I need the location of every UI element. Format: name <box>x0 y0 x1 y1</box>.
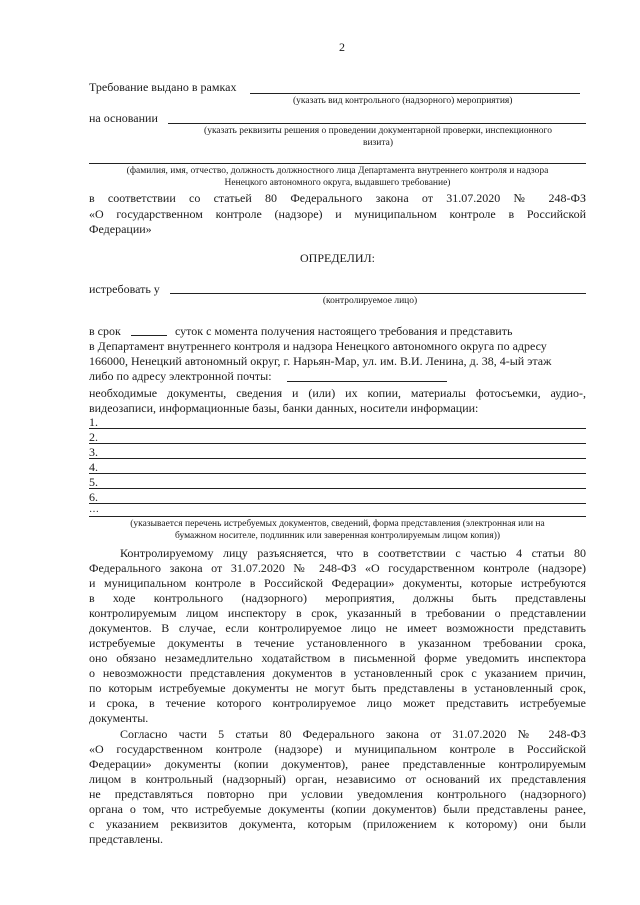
address-line-1: в Департамент внутреннего контроля и надзора Ненецкого автономного округа по адресу <box>89 339 547 353</box>
law-line-1: в соответствии со статьей 80 Федерального закона от 31.07.2020 № 248-ФЗ <box>89 191 586 205</box>
paragraph-line: документы. <box>89 711 149 725</box>
paragraph-line: Согласно части 5 статьи 80 Федерального закона от 31.07.2020 № 248-ФЗ <box>120 727 586 741</box>
paragraph-line: органа о том, что истребуемые документы (копии документов) были представлены ранее, <box>89 802 586 816</box>
official-hint-2: Ненецкого автономного округа, выдавшего требование) <box>224 178 451 188</box>
docs-intro-line-2: видеозаписи, информационные базы, банки данных, носители информации: <box>89 401 479 415</box>
list-item: 1. <box>89 415 98 429</box>
controlled-person-hint: (контролируемое лицо) <box>322 296 418 306</box>
basis-hint-2: визита) <box>362 138 394 148</box>
paragraph-line: Федерального закона от 31.07.2020 № 248-ФЗ «О государственном контроле (надзоре) <box>89 561 586 575</box>
list-item-line <box>89 458 586 459</box>
basis-label: на основании <box>89 111 158 125</box>
term-prefix: в срок <box>89 324 121 338</box>
list-item-line <box>89 488 586 489</box>
paragraph-line: в ходе контрольного (надзорного) мероприятия, должны быть представлены <box>89 591 586 605</box>
paragraph-line: «О государственном контроле (надзоре) и муниципальном контроле в Российской <box>89 742 586 756</box>
paragraph-line: оно обязано незамедлительно ходатайством в письменной форме уведомить инспектора <box>89 651 586 665</box>
list-item-line <box>89 428 586 429</box>
list-item: 4. <box>89 460 98 474</box>
paragraph-line: не представляться повторно при условии уведомления контрольного (надзорного) <box>89 787 586 801</box>
law-line-3: Федерации» <box>89 222 152 236</box>
email-label: либо по адресу электронной почты: <box>89 369 272 383</box>
official-hint-1: (фамилия, имя, отчество, должность должностного лица Департамента внутреннего контроля и надзора <box>126 166 549 176</box>
paragraph-line: и муниципальном контроле в Российской Федерации» документы, которые истребуются <box>89 576 586 590</box>
issued-within-label: Требование выдано в рамках <box>89 80 237 94</box>
basis-line <box>168 123 586 124</box>
page-number: 2 <box>339 40 345 54</box>
issued-within-hint: (указать вид контрольного (надзорного) мероприятия) <box>293 96 513 106</box>
list-item: 3. <box>89 445 98 459</box>
list-item-line <box>89 503 586 504</box>
list-hint-1: (указывается перечень истребуемых документов, сведений, форма представления (электронная или на <box>130 519 545 529</box>
law-line-2: «О государственном контроле (надзоре) и муниципальном контроле в Российской <box>89 207 586 221</box>
determined-heading: ОПРЕДЕЛИЛ: <box>300 251 375 265</box>
list-item-line <box>89 516 586 517</box>
paragraph-line: о невозможности представления документов в установленный срок с указанием причин, <box>89 666 586 680</box>
term-days-line <box>131 335 167 336</box>
basis-hint-1: (указать реквизиты решения о проведении документарной проверки, инспекционного <box>204 126 552 136</box>
address-line-2: 166000, Ненецкий автономный округ, г. Нарьян-Мар, ул. им. В.И. Ленина, д. 38, 4-ый этаж <box>89 354 552 368</box>
paragraph-line: по которым истребуемые документы не могут быть представлены в установленный срок, <box>89 681 586 695</box>
issued-within-line <box>250 93 580 94</box>
paragraph-line: и срока, в течение которого контролируемое лицо может представить истребуемые <box>89 696 586 710</box>
list-item: 2. <box>89 430 98 444</box>
paragraph-line: с указанием реквизитов документа, которым (приложением к которому) они были <box>89 817 586 831</box>
list-hint-2: бумажном носителе, подлинник или заверенная контролируемым лицом копия)) <box>174 531 501 541</box>
paragraph-line: истребуемые документы в течение установленного в указанном требовании срока, <box>89 636 586 650</box>
demand-from-label: истребовать у <box>89 282 160 296</box>
term-suffix: суток с момента получения настоящего требования и представить <box>175 324 513 338</box>
email-line <box>287 381 447 382</box>
official-line <box>89 163 586 164</box>
list-item-line <box>89 443 586 444</box>
list-item: 5. <box>89 475 98 489</box>
list-item-line <box>89 473 586 474</box>
paragraph-line: Федерации» документы (копии документов), ранее представленные контролируемым <box>89 757 586 771</box>
paragraph-line: лицом в контрольный (надзорный) орган, независимо от оснований их представления <box>89 772 586 786</box>
list-item: … <box>89 504 99 515</box>
controlled-person-line <box>170 293 586 294</box>
docs-intro-line-1: необходимые документы, сведения и (или) их копии, материалы фотосъемки, аудио-, <box>89 386 586 400</box>
paragraph-line: контролируемым лицом инспектору в срок, указанный в требовании о представлении <box>89 606 586 620</box>
paragraph-line: представлены. <box>89 832 164 846</box>
paragraph-line: документов. В случае, если контролируемое лицо не имеет возможности представить <box>89 621 586 635</box>
list-item: 6. <box>89 490 98 504</box>
paragraph-line: Контролируемому лицу разъясняется, что в соответствии с частью 4 статьи 80 <box>120 546 586 560</box>
